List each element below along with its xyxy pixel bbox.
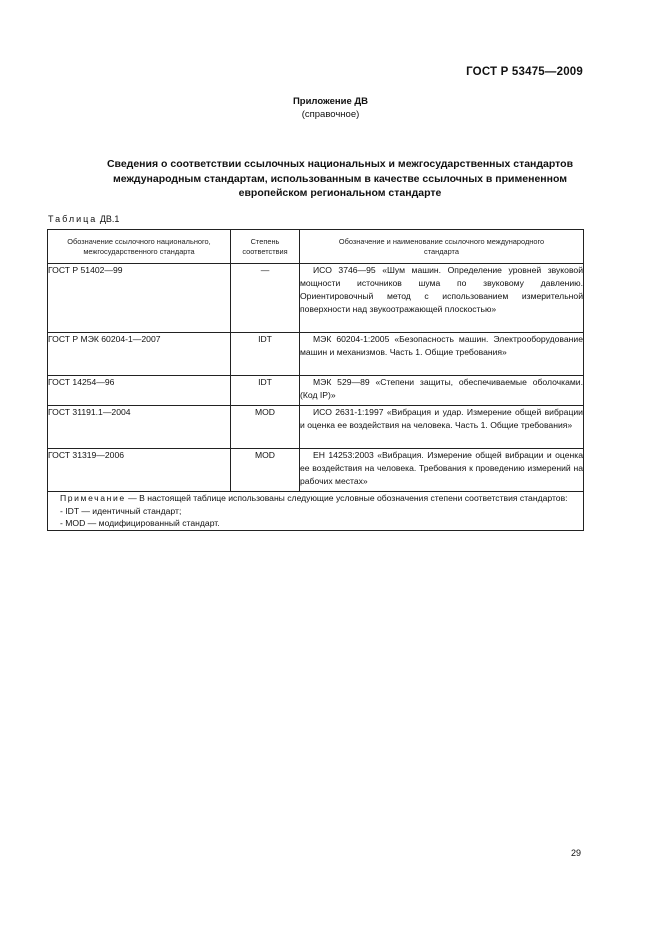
table-row bbox=[48, 376, 584, 406]
table-note bbox=[48, 492, 584, 531]
note-item: - MOD — модифицированный стандарт. bbox=[60, 518, 220, 528]
correspondence-table bbox=[47, 229, 584, 531]
note-paragraph bbox=[48, 492, 583, 505]
appendix-heading bbox=[0, 95, 661, 121]
appendix-subtitle: (справочное) bbox=[301, 109, 360, 120]
table-row bbox=[48, 449, 584, 492]
section-title bbox=[50, 157, 630, 201]
description-cell: МЭК 60204-1:2005 «Безопасность машин. Электрооборудование машин и механизмов. Часть 1. Общие требования» bbox=[300, 333, 584, 376]
table-caption bbox=[48, 214, 119, 224]
degree-cell: IDT bbox=[231, 333, 300, 376]
degree-cell: MOD bbox=[231, 406, 300, 449]
header-text: Степень bbox=[250, 236, 280, 246]
section-title-line: европейском региональном стандарте bbox=[238, 187, 442, 199]
note-text: — В настоящей таблице использованы следующие условные обозначения степени соответствия стандартов: bbox=[125, 493, 568, 503]
header-degree bbox=[231, 230, 300, 264]
note-item: - IDT — идентичный стандарт; bbox=[60, 505, 182, 516]
degree-cell: — bbox=[231, 264, 300, 333]
table-note-row bbox=[48, 492, 584, 531]
description-cell: ИСО 3746—95 «Шум машин. Определение уровней звуковой мощности источников шума по звуковому давлению. Ориентировочный метод с использованием измерительной поверхности над звукоотражающей плоскостью» bbox=[300, 264, 584, 333]
header-text: межгосударственного стандарта bbox=[83, 246, 195, 256]
appendix-title: Приложение ДВ bbox=[292, 96, 369, 107]
table-row bbox=[48, 406, 584, 449]
description-cell: ЕН 14253:2003 «Вибрация. Измерение общей вибрации и оценка ее воздействия на человека. Требования к проведению измерений на рабочих местах» bbox=[300, 449, 584, 492]
table-caption-word: Таблица bbox=[48, 214, 98, 224]
section-title-line: Сведения о соответствии ссылочных национальных и межгосударственных стандартов bbox=[106, 158, 574, 170]
standard-cell: ГОСТ 31319—2006 bbox=[48, 449, 231, 492]
header-text: соответствия bbox=[242, 246, 288, 256]
header-standard bbox=[48, 230, 231, 264]
table-header-row bbox=[48, 230, 584, 264]
description-cell: ИСО 2631-1:1997 «Вибрация и удар. Измерение общей вибрации и оценка ее воздействия на человека. Часть 1. Общие требования» bbox=[300, 406, 584, 449]
header-text: Обозначение и наименование ссылочного международного bbox=[338, 236, 545, 246]
document-code: ГОСТ Р 53475—2009 bbox=[466, 66, 583, 78]
note-heading: Примечание bbox=[60, 493, 126, 503]
degree-cell: MOD bbox=[231, 449, 300, 492]
section-title-line: международным стандартам, использованным в качестве ссылочных в примененном bbox=[112, 172, 568, 185]
header-international-standard bbox=[300, 230, 584, 264]
header-text: стандарта bbox=[424, 246, 459, 256]
page-number: 29 bbox=[570, 848, 581, 858]
description-cell: МЭК 529—89 «Степени защиты, обеспечиваемые оболочками. (Код IP)» bbox=[300, 376, 584, 406]
table-row bbox=[48, 333, 584, 376]
table-caption-number: ДВ.1 bbox=[99, 214, 120, 224]
standard-cell: ГОСТ 14254—96 bbox=[48, 376, 231, 406]
table-row bbox=[48, 264, 584, 333]
degree-cell: IDT bbox=[231, 376, 300, 406]
standard-cell: ГОСТ 31191.1—2004 bbox=[48, 406, 231, 449]
standard-cell: ГОСТ Р 51402—99 bbox=[48, 264, 231, 333]
standard-cell: ГОСТ Р МЭК 60204-1—2007 bbox=[48, 333, 231, 376]
header-text: Обозначение ссылочного национального, bbox=[67, 236, 211, 246]
